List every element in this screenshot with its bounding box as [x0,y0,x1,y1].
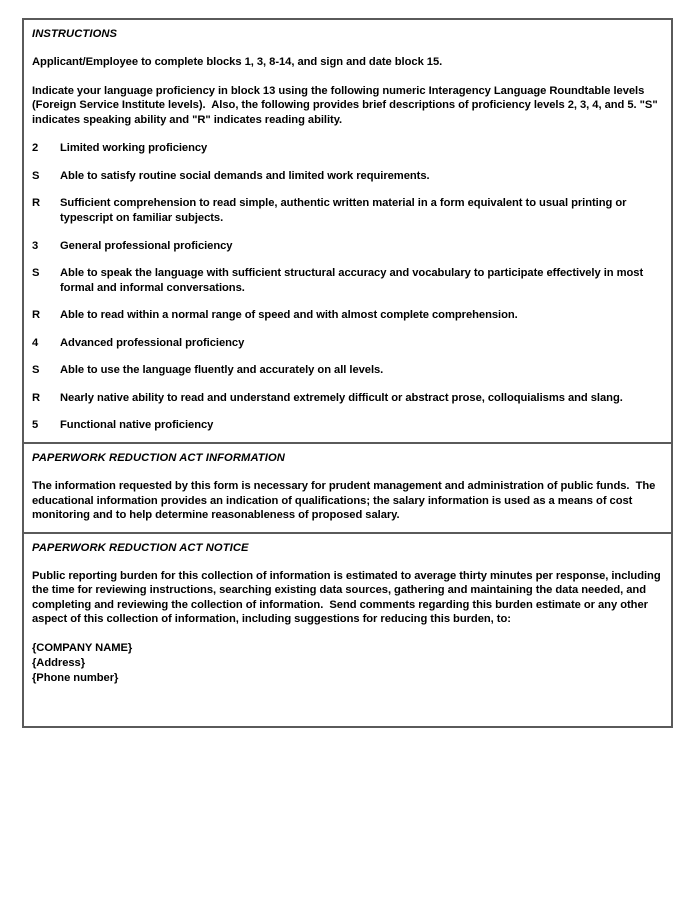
section-paperwork-reduction-act-information [24,442,671,532]
level-description: Functional native proficiency [60,419,214,432]
paperwork-notice-paragraph: Public reporting burden for this collection of information is estimated to average thirty minutes per response, including the time for reviewing instructions, searching existing data sources, gathering and maintaining the data needed, and completing and reviewing the collection of information. Send comments regarding this burden estimate or any other aspect of this collection of information, including suggestions for reducing this burden, to: [32,569,664,626]
section-instructions [24,20,671,442]
paperwork-information-paragraph: The information requested by this form is necessary for prudent management and administration of public funds. The educational information provides an indication of qualifications; the salary information is used as a means of cost monitoring and to help determine reasonableness of proposed salary. [32,480,659,522]
proficiency-level-row [32,266,663,295]
instructions-paragraph-complete-blocks: Applicant/Employee to complete blocks 1, 3, 8-14, and sign and date block 15. [32,56,443,68]
address-placeholder: {Address} [32,656,86,669]
proficiency-level-row [32,308,663,323]
level-description: Sufficient comprehension to read simple, authentic written material in a form equivalent to usual printing or typescript on familiar subjects. [60,197,627,224]
level-marker: 4 [32,336,39,349]
proficiency-level-row [32,169,663,184]
contact-address-block [32,641,663,686]
proficiency-level-row [32,141,663,156]
level-description: Nearly native ability to read and understand extremely difficult or abstract prose, colloquialisms and slang. [60,391,623,404]
level-description: Able to satisfy routine social demands and limited work requirements. [60,169,430,182]
level-description: Advanced professional proficiency [60,336,245,349]
notice-bottom-spacer [32,686,663,716]
level-marker: S [32,267,40,280]
paperwork-information-heading: PAPERWORK REDUCTION ACT INFORMATION [32,452,285,464]
level-marker: S [32,364,40,377]
company-name-placeholder: {COMPANY NAME} [32,641,133,654]
form-frame [22,18,673,728]
proficiency-level-row [32,196,663,225]
phone-number-placeholder: {Phone number} [32,671,119,684]
proficiency-level-row [32,363,663,378]
instructions-paragraph-language-proficiency: Indicate your language proficiency in block 13 using the following numeric Interagency Language Roundtable levels (Foreign Service Institute levels). Also, the following provides brief descriptions of proficiency levels 2, 3, 4, and 5. "S" indicates speaking ability and "R" indicates reading ability. [32,84,661,126]
level-marker: 2 [32,142,39,155]
proficiency-level-row [32,418,663,433]
level-marker: R [32,309,41,322]
level-marker: R [32,391,41,404]
level-description: Limited working proficiency [60,142,208,155]
level-description: General professional proficiency [60,239,233,252]
proficiency-level-row [32,391,663,406]
paperwork-notice-heading: PAPERWORK REDUCTION ACT NOTICE [32,541,249,554]
level-description: Able to use the language fluently and accurately on all levels. [60,364,384,377]
level-marker: 5 [32,419,39,432]
proficiency-level-list [32,141,663,433]
proficiency-level-row [32,336,663,351]
section-paperwork-reduction-act-notice [24,532,671,726]
level-description: Able to read within a normal range of speed and with almost complete comprehension. [60,309,518,322]
level-marker: S [32,169,40,182]
level-description: Able to speak the language with sufficient structural accuracy and vocabulary to participate effectively in most formal and informal conversations. [60,267,644,294]
proficiency-level-row [32,239,663,254]
level-marker: 3 [32,239,39,252]
level-marker: R [32,197,41,210]
instructions-heading: INSTRUCTIONS [32,28,118,40]
